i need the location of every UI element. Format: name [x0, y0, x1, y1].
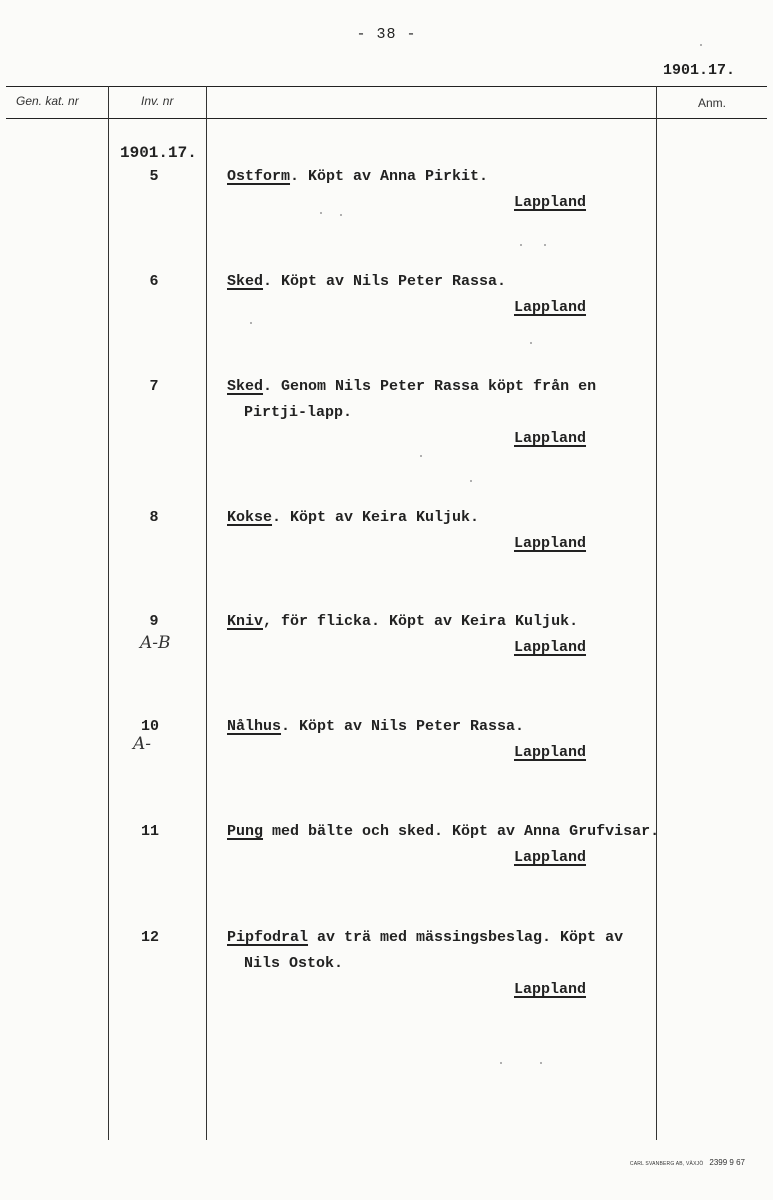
header-top-rule [6, 86, 767, 87]
entry-description [227, 509, 479, 526]
entry-description [227, 378, 596, 395]
region-label: Lappland [514, 639, 587, 656]
description-text: . Köpt av Nils Peter Rassa. [281, 718, 525, 735]
printer-footer [630, 1158, 745, 1167]
scan-speck [540, 1062, 542, 1064]
region-label: Lappland [514, 981, 587, 998]
region-label: Lappland [514, 430, 587, 447]
entry-description [227, 823, 659, 840]
inv-number: 10 [140, 718, 159, 735]
inv-number: 12 [140, 929, 159, 946]
handwritten-annotation: A- [133, 734, 152, 754]
object-name: Ostform [227, 168, 291, 185]
scan-speck [500, 1062, 502, 1064]
scan-speck [544, 244, 546, 246]
description-text: . Köpt av Anna Pirkit. [290, 168, 489, 185]
header-bottom-rule [6, 118, 767, 119]
column-divider-inv-text [206, 86, 207, 1140]
description-text: . Köpt av Nils Peter Rassa. [263, 273, 507, 290]
year-subheader: 1901.17. [120, 144, 197, 162]
object-name: Sked [227, 273, 264, 290]
form-code: 2399 9 67 [709, 1158, 745, 1167]
description-text: . Genom Nils Peter Rassa köpt från en [263, 378, 597, 395]
description-continuation: Nils Ostok. [244, 955, 344, 972]
page-number: - 38 - [356, 26, 417, 43]
description-text: . Köpt av Keira Kuljuk. [272, 509, 480, 526]
column-header-inv-nr: Inv. nr [141, 94, 174, 108]
object-name: Kokse [227, 509, 273, 526]
description-text: , för flicka. Köpt av Keira Kuljuk. [263, 613, 579, 630]
object-name: Kniv [227, 613, 264, 630]
inv-number: 7 [149, 378, 159, 395]
entry-description [227, 168, 488, 185]
scan-speck [250, 322, 252, 324]
column-divider-text-anm [656, 86, 657, 1140]
entry-description [227, 929, 623, 946]
object-name: Pung [227, 823, 264, 840]
column-divider-gen-inv [108, 86, 109, 1140]
column-header-anm: Anm. [698, 96, 727, 110]
description-text: av trä med mässingsbeslag. Köpt av [308, 929, 624, 946]
region-label: Lappland [514, 194, 587, 211]
inv-number: 8 [149, 509, 159, 526]
region-label: Lappland [514, 849, 587, 866]
handwritten-annotation: A-B [140, 633, 171, 653]
region-label: Lappland [514, 299, 587, 316]
scan-speck [530, 342, 532, 344]
inv-number: 6 [149, 273, 159, 290]
region-label: Lappland [514, 535, 587, 552]
entry-description [227, 613, 578, 630]
entry-description [227, 718, 524, 735]
scan-speck [320, 212, 322, 214]
printer-name: CARL SVANBERG AB, VÄXJÖ [629, 1161, 704, 1167]
description-text: med bälte och sked. Köpt av Anna Grufvisar. [263, 823, 660, 840]
object-name: Sked [227, 378, 264, 395]
column-header-gen-kat-nr: Gen. kat. nr [16, 94, 79, 108]
scan-speck [520, 244, 522, 246]
year-header: 1901.17. [662, 62, 735, 79]
inv-number: 5 [149, 168, 159, 185]
inv-number: 11 [140, 823, 159, 840]
description-continuation: Pirtji-lapp. [244, 404, 353, 421]
entry-description [227, 273, 506, 290]
scan-speck [420, 455, 422, 457]
object-name: Nålhus [227, 718, 282, 735]
object-name: Pipfodral [227, 929, 309, 946]
scan-speck [700, 44, 702, 46]
region-label: Lappland [514, 744, 587, 761]
inv-number: 9 [149, 613, 159, 630]
scan-speck [470, 480, 472, 482]
scan-speck [340, 214, 342, 216]
